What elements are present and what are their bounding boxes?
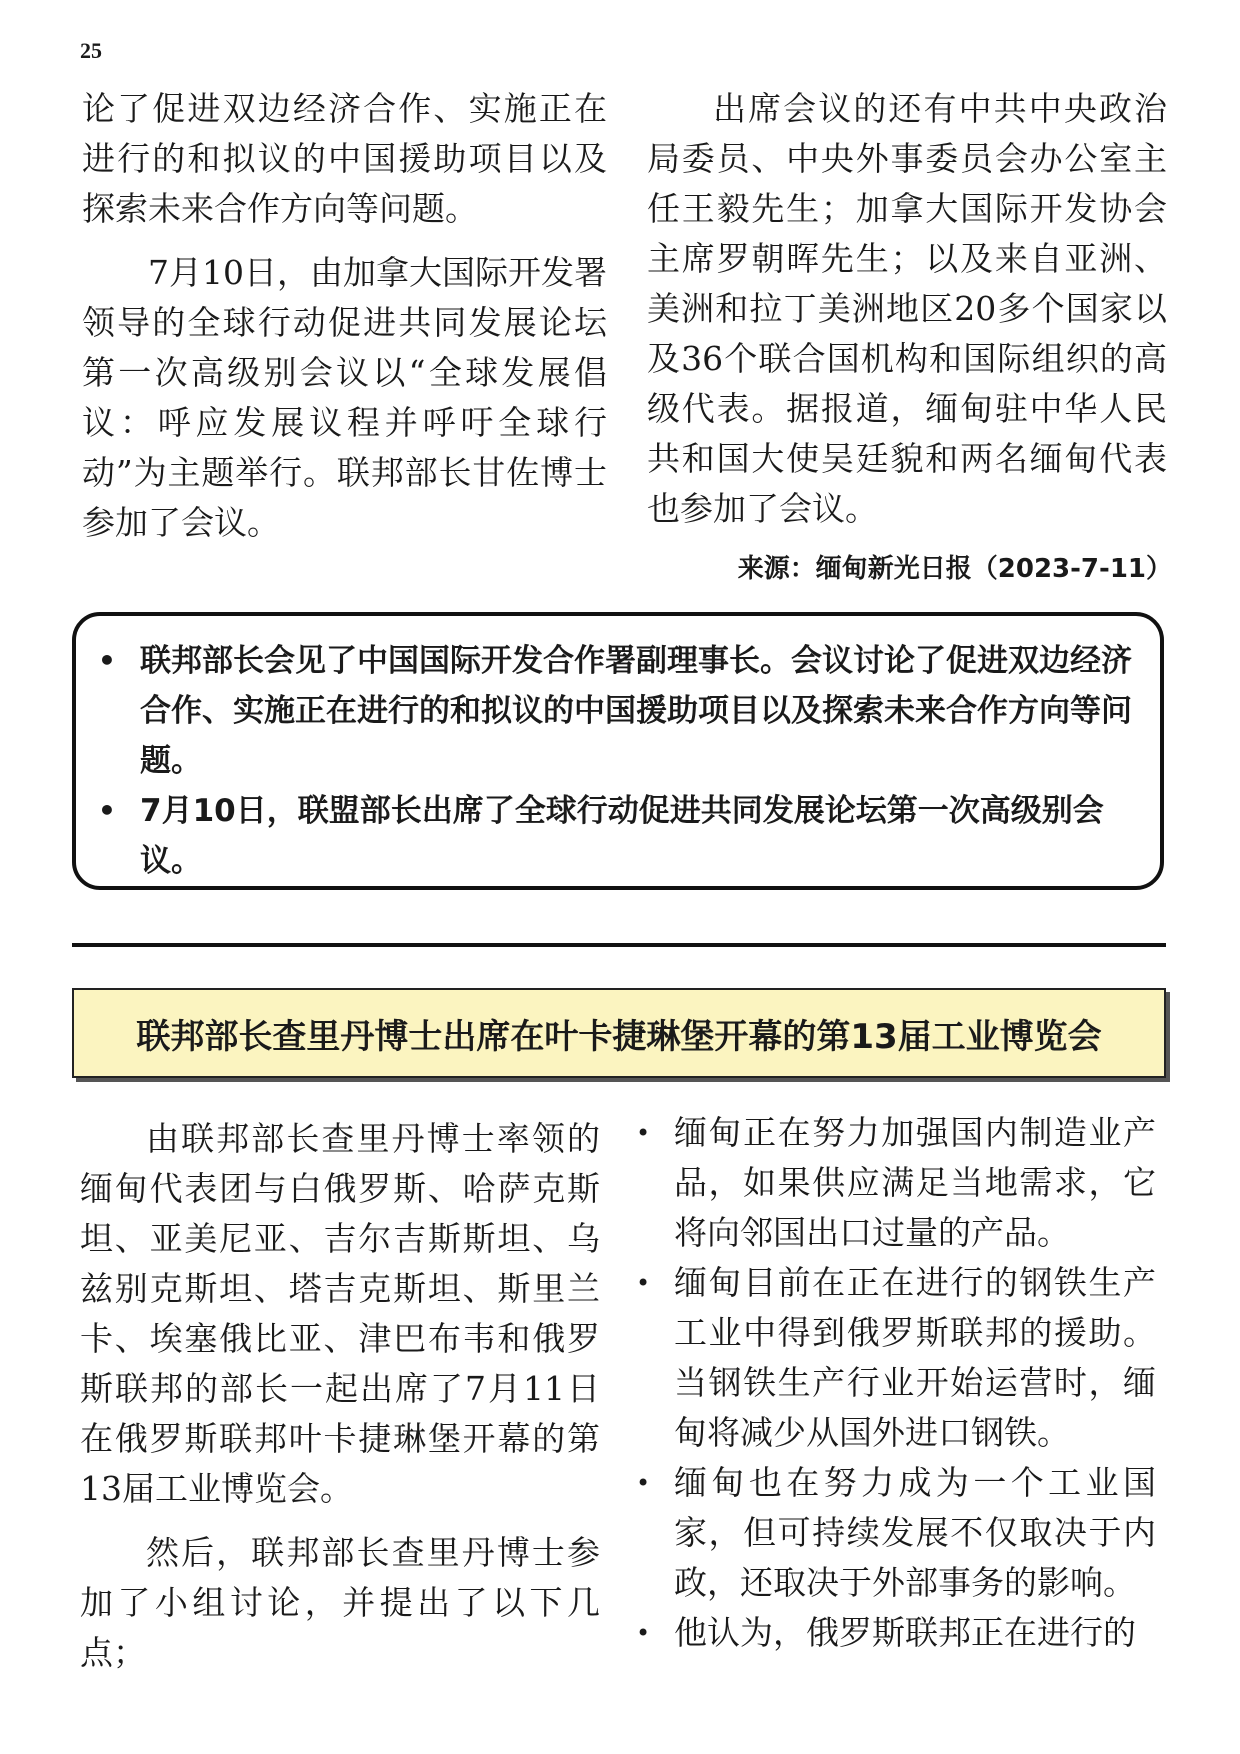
summary-item [98,786,1138,886]
summary-item-text: 7月10日，联盟部长出席了全球行动促进共同发展论坛第一次高级别会议。 [140,793,1104,879]
bottom-left-column [80,1114,600,1678]
list-item [636,1608,1156,1658]
bullet-icon: • [636,1619,651,1647]
bullet-icon: • [636,1119,651,1147]
summary-item-text: 联邦部长会见了中国国际开发合作署副理事长。会议讨论了促进双边经济合作、实施正在进行的和拟议的中国援助项目以及探索未来合作方向等问题。 [140,643,1132,779]
headline-text: 联邦部长查里丹博士出席在叶卡捷琳堡开幕的第13届工业博览会 [136,1016,1102,1057]
bottom-right-column [636,1108,1156,1658]
page-number: 25 [80,38,102,63]
list-item-text: 缅甸也在努力成为一个工业国家，但可持续发展不仅取决于内政，还取决于外部事务的影响。 [674,1463,1156,1602]
list-item [636,1258,1156,1458]
paragraph: 论了促进双边经济合作、实施正在进行的和拟议的中国援助项目以及探索未来合作方向等问题。 [82,89,607,228]
paragraph: 由联邦部长查里丹博士率领的缅甸代表团与白俄罗斯、哈萨克斯坦、亚美尼亚、吉尔吉斯斯坦、乌兹别克斯坦、塔吉克斯坦、斯里兰卡、埃塞俄比亚、津巴布韦和俄罗斯联邦的部长一起出席了7月11日在俄罗斯联邦叶卡捷琳堡开幕的第13届工业博览会。 [80,1119,600,1508]
list-item [636,1108,1156,1258]
list-item-text: 缅甸目前在正在进行的钢铁生产工业中得到俄罗斯联邦的援助。当钢铁生产行业开始运营时，缅甸将减少从国外进口钢铁。 [674,1263,1156,1452]
summary-item [98,636,1138,786]
top-left-column [82,84,607,548]
paragraph: 出席会议的还有中共中央政治局委员、中央外事委员会办公室主任王毅先生；加拿大国际开发协会主席罗朝晖先生；以及来自亚洲、美洲和拉丁美洲地区20多个国家以及36个联合国机构和国际组织的高级代表。据报道，缅甸驻中华人民共和国大使吴廷貌和两名缅甸代表也参加了会议。 [647,89,1167,528]
paragraph: 然后，联邦部长查里丹博士参加了小组讨论，并提出了以下几点； [80,1533,600,1672]
paragraph: 7月10日，由加拿大国际开发署领导的全球行动促进共同发展论坛第一次高级别会议以“全球发展倡议：呼应发展议程并呼吁全球行动”为主题举行。联邦部长甘佐博士参加了会议。 [82,253,607,542]
bullet-icon: • [636,1269,651,1297]
summary-box [72,612,1164,890]
source-citation: 来源：缅甸新光日报（2023-7-11） [737,554,1172,584]
section-divider [72,943,1166,947]
bullet-icon: • [98,794,116,827]
list-item-text: 缅甸正在努力加强国内制造业产品，如果供应满足当地需求，它将向邻国出口过量的产品。 [674,1113,1156,1252]
top-right-column [647,84,1167,534]
bullet-icon: • [98,644,116,677]
points-list [636,1108,1156,1658]
summary-list [98,636,1138,886]
bullet-icon: • [636,1469,651,1497]
article-headline [72,988,1166,1078]
list-item-text: 他认为，俄罗斯联邦正在进行的 [674,1613,1136,1652]
list-item [636,1458,1156,1608]
